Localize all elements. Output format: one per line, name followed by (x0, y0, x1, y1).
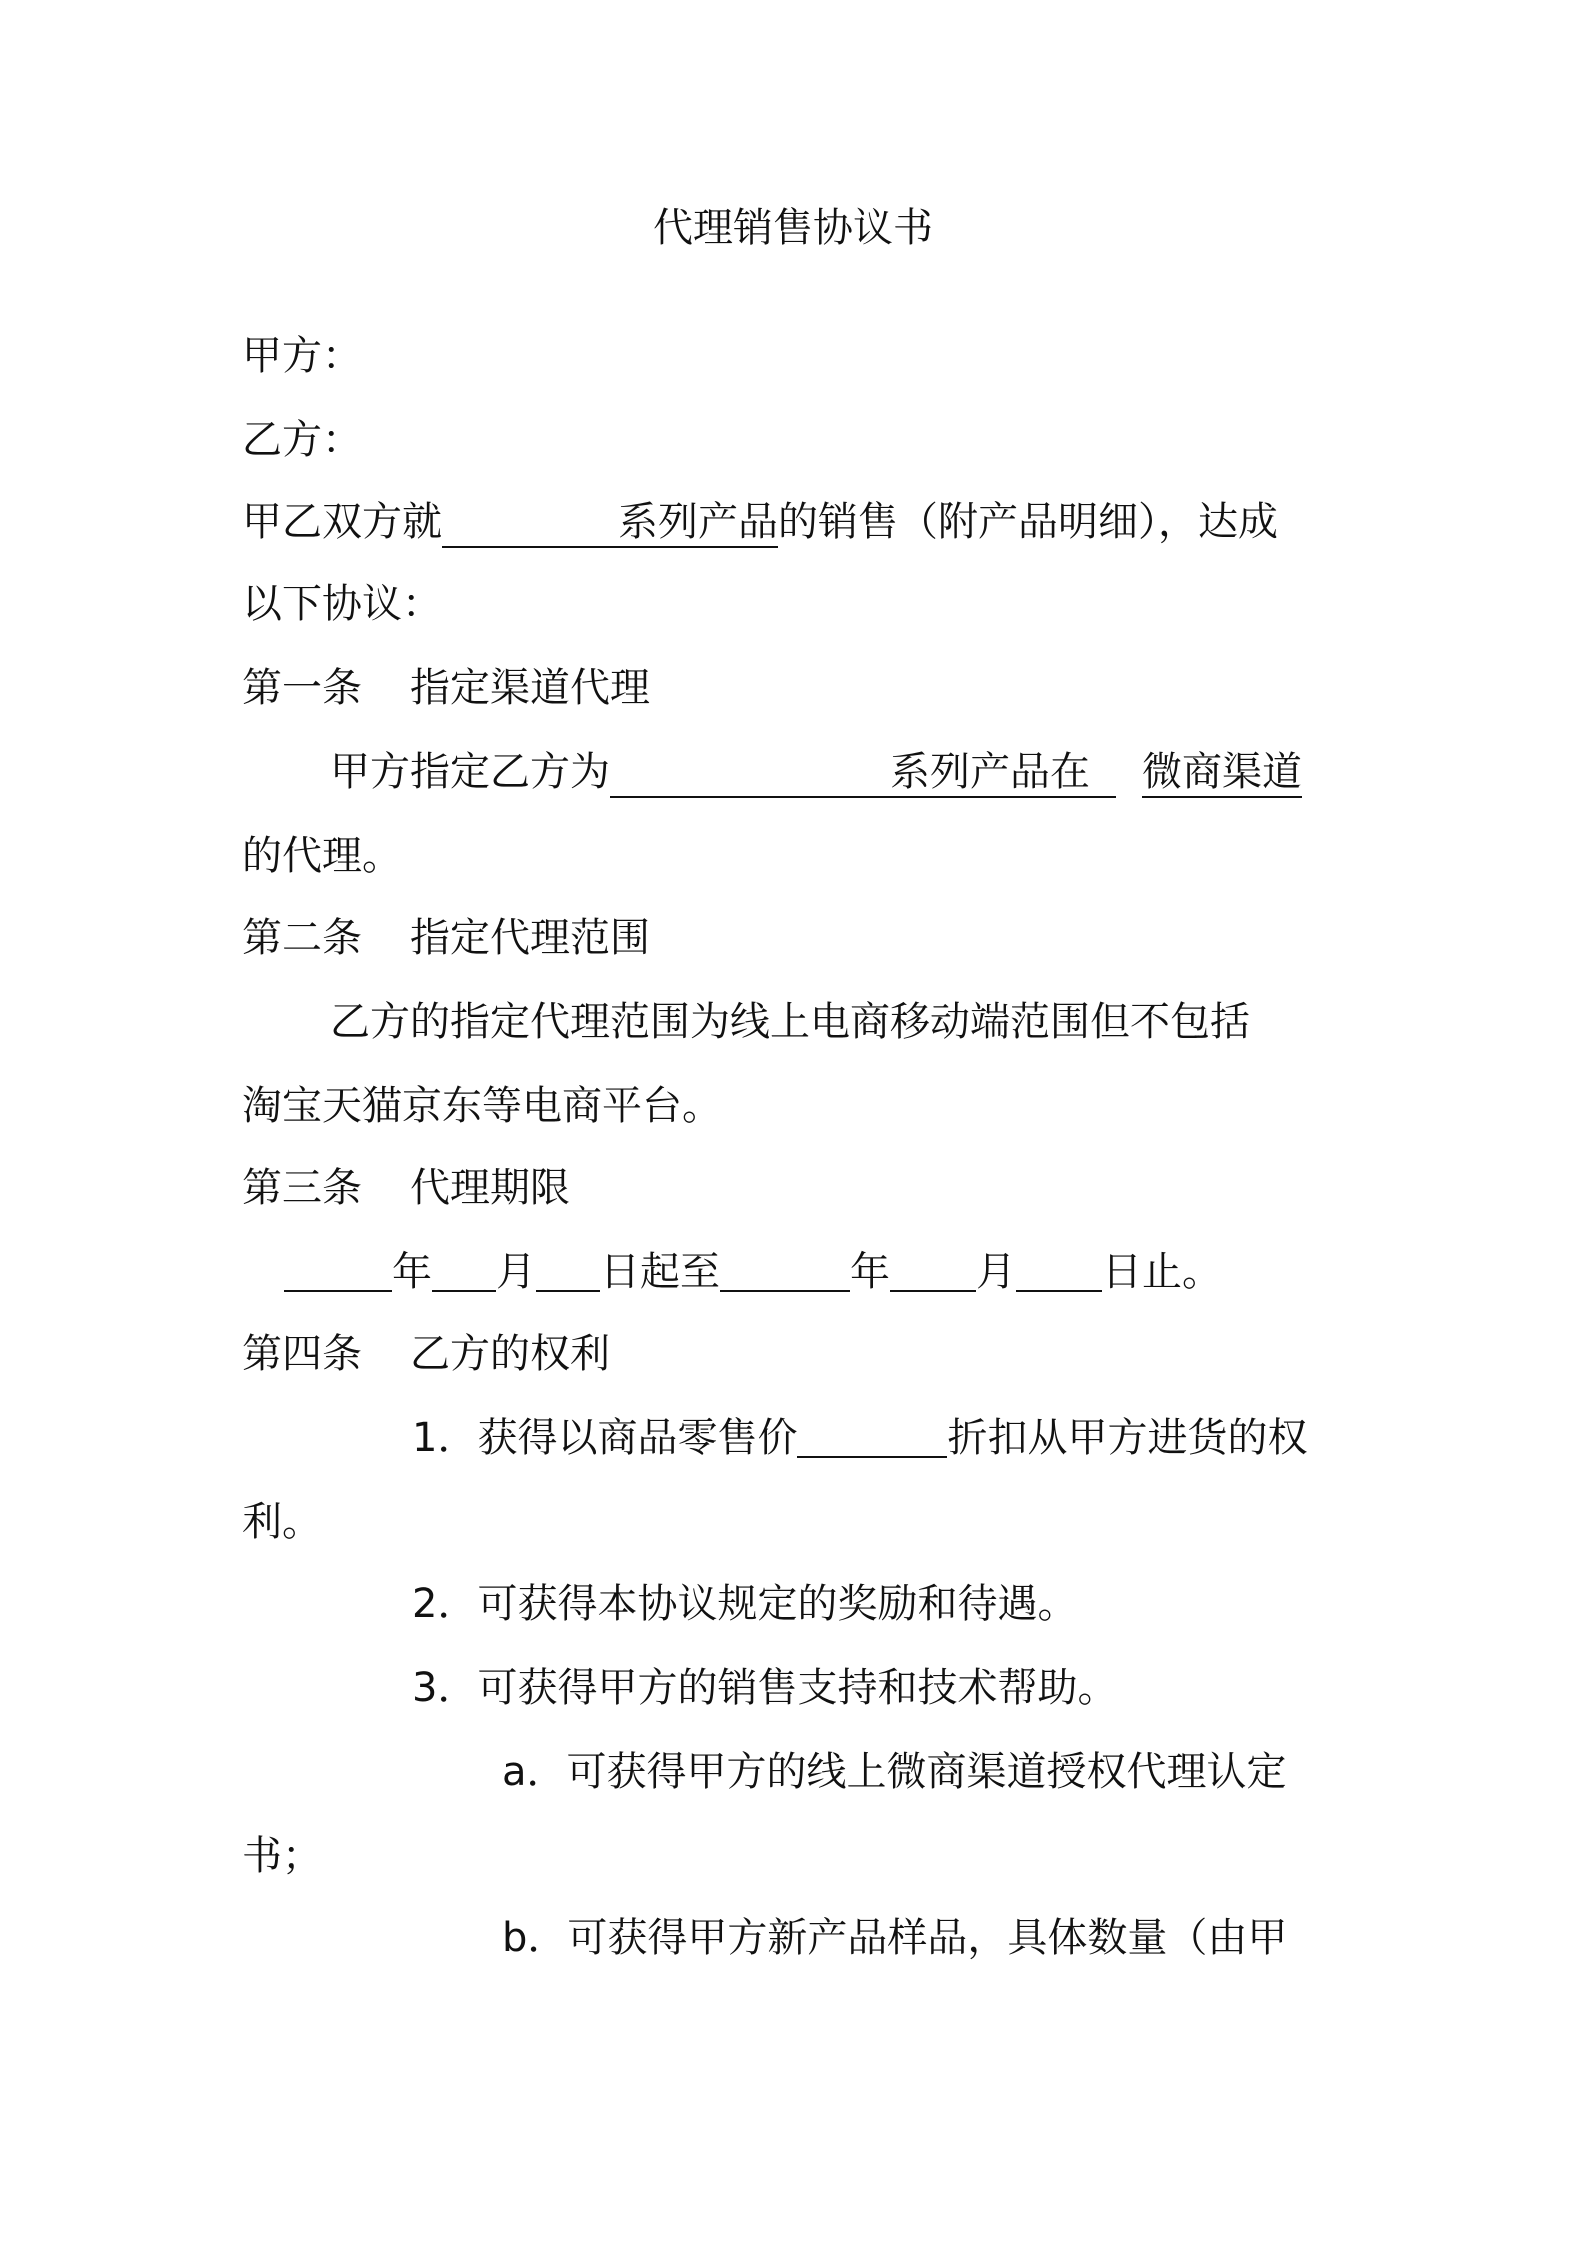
channel-underline (1142, 748, 1302, 798)
article-4-title: 乙方的权利 (410, 1331, 610, 1377)
product-series-underline (442, 498, 778, 548)
article-1-heading-line (242, 660, 650, 716)
article-3-term-line (284, 1244, 1222, 1300)
article-1-paragraph-line-1 (330, 744, 1302, 800)
article-1-title: 指定渠道代理 (410, 665, 650, 711)
party-b-label: 乙方： (242, 417, 362, 463)
article-2-paragraph-line-2: 淘宝天猫京东等电商平台。 (242, 1083, 722, 1129)
article-1-paragraph-line-2: 的代理。 (242, 833, 402, 879)
intro-line-2: 以下协议： (242, 581, 442, 627)
item-1-text-end: 折扣从甲方进货的权 (947, 1415, 1308, 1461)
article-4-item-2: 2．可获得本协议规定的奖励和待遇。 (412, 1581, 1078, 1627)
article-4-number: 第四条 (242, 1331, 362, 1377)
item-1-text-start: 1．获得以商品零售价 (412, 1415, 798, 1461)
agent-series-text: 系列产品在 (890, 749, 1090, 795)
end-year-label: 年 (850, 1249, 890, 1295)
start-month-blank (432, 1244, 496, 1292)
end-month-blank (890, 1244, 976, 1292)
article-4-item-1-line-2: 利。 (242, 1499, 322, 1545)
party-a-label: 甲方： (242, 333, 362, 379)
article-2-heading-line (242, 910, 650, 966)
end-day-label: 日止。 (1102, 1249, 1222, 1295)
article-3-number: 第三条 (242, 1165, 362, 1211)
start-year-blank (284, 1244, 392, 1292)
start-year-label: 年 (392, 1249, 432, 1295)
article-4-item-3: 3．可获得甲方的销售支持和技术帮助。 (412, 1665, 1118, 1711)
article-4-item-1-line-1 (412, 1410, 1307, 1466)
article-1-number: 第一条 (242, 665, 362, 711)
intro-text-start: 甲乙双方就 (242, 499, 442, 545)
product-series-text: 系列产品 (618, 499, 778, 545)
start-day-label: 日起至 (600, 1249, 720, 1295)
intro-text-end: 的销售（附产品明细），达成 (778, 499, 1278, 545)
agent-series-underline (610, 748, 1116, 798)
channel-text: 微商渠道 (1142, 749, 1302, 795)
document-title: 代理销售协议书 (653, 205, 933, 251)
start-month-label: 月 (496, 1249, 536, 1295)
discount-blank (797, 1410, 947, 1458)
article-1-text-start: 甲方指定乙方为 (330, 749, 610, 795)
article-2-title: 指定代理范围 (410, 915, 650, 961)
article-2-number: 第二条 (242, 915, 362, 961)
end-month-label: 月 (976, 1249, 1016, 1295)
article-4-heading-line (242, 1326, 610, 1382)
intro-line-1 (242, 494, 1278, 550)
article-3-title: 代理期限 (410, 1165, 570, 1211)
end-year-blank (720, 1244, 850, 1292)
start-day-blank (536, 1244, 600, 1292)
article-4-subitem-a-line-1: a．可获得甲方的线上微商渠道授权代理认定 (502, 1749, 1287, 1795)
article-4-subitem-a-line-2: 书； (242, 1833, 322, 1879)
article-4-subitem-b-line-1: b．可获得甲方新产品样品，具体数量（由甲 (502, 1915, 1288, 1961)
article-3-heading-line (242, 1160, 570, 1216)
article-2-paragraph-line-1: 乙方的指定代理范围为线上电商移动端范围但不包括 (330, 999, 1250, 1045)
end-day-blank (1016, 1244, 1102, 1292)
